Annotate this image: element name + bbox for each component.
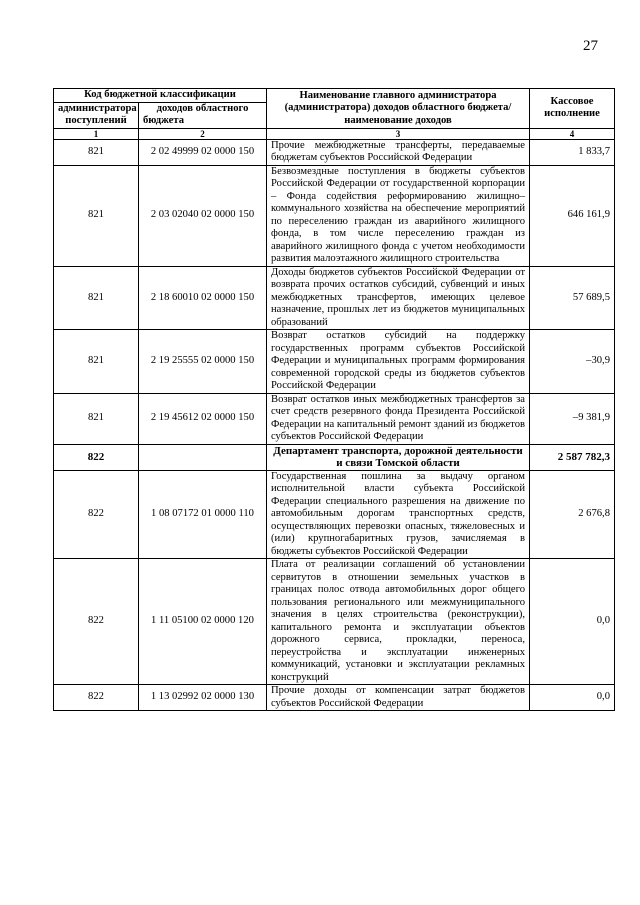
table-row xyxy=(54,685,615,711)
admin-code-cell: 821 xyxy=(54,165,139,266)
column-number: 3 xyxy=(267,128,530,139)
amount-cell: 0,0 xyxy=(530,685,615,711)
income-name-cell: Государственная пошлина за выдачу органом исполнительной власти субъекта Российской Федерации специального разрешения на движение по автомобильным дорогам транспортных средств, осуществляющих перевозки опасных, тяжеловесных и (или) крупногабаритных грузов, зачисляемая в бюджеты субъектов Российской Федерации xyxy=(267,470,530,559)
admin-code-cell: 821 xyxy=(54,266,139,330)
amount-cell: –30,9 xyxy=(530,330,615,394)
income-code-cell xyxy=(139,444,267,470)
header-name-col: Наименование главного администратора (администратора) доходов областного бюджета/ наименование доходов xyxy=(267,89,530,129)
income-code-cell: 1 08 07172 01 0000 110 xyxy=(139,470,267,559)
income-code-cell: 2 18 60010 02 0000 150 xyxy=(139,266,267,330)
page-number: 27 xyxy=(583,38,598,54)
table-body xyxy=(54,139,615,711)
admin-code-cell: 821 xyxy=(54,330,139,394)
income-code-cell: 1 13 02992 02 0000 130 xyxy=(139,685,267,711)
income-name-cell: Возврат остатков субсидий на поддержку государственных программ субъектов Российской Федерации и муниципальных программ формирования современной городской среды из бюджетов субъектов Российской Федерации xyxy=(267,330,530,394)
table-row xyxy=(54,393,615,444)
column-number: 1 xyxy=(54,128,139,139)
department-name-cell: Департамент транспорта, дорожной деятельности и связи Томской области xyxy=(267,444,530,470)
table-row xyxy=(54,165,615,266)
income-name-cell: Доходы бюджетов субъектов Российской Федерации от возврата прочих остатков субсидий, субвенций и иных межбюджетных трансфертов, имеющих целевое назначение, прошлых лет из бюджетов муниципальных образований xyxy=(267,266,530,330)
income-name-cell: Плата от реализации соглашений об установлении сервитутов в отношении земельных участков в границах полос отвода автомобильных дорог общего пользования регионального или межмуниципального значения в целях строительства (реконструкции), капитального ремонта и эксплуатации объектов дорожного сервиса, прокладки, переноса, переустройства и эксплуатации инженерных коммуникаций, установки и эксплуатации рекламных конструкций xyxy=(267,559,530,685)
amount-cell: –9 381,9 xyxy=(530,393,615,444)
admin-code-cell: 822 xyxy=(54,559,139,685)
column-number: 4 xyxy=(530,128,615,139)
header-income-col: доходов областного бюджета xyxy=(139,102,267,128)
header-admin-col: администратора поступлений xyxy=(54,102,139,128)
income-code-cell: 2 03 02040 02 0000 150 xyxy=(139,165,267,266)
income-name-cell: Возврат остатков иных межбюджетных трансфертов за счет средств резервного фонда Президента Российской Федерации на капитальный ремонт зданий из бюджетов субъектов Российской Федерации xyxy=(267,393,530,444)
department-row xyxy=(54,444,615,470)
budget-table xyxy=(53,88,615,711)
table-row xyxy=(54,559,615,685)
admin-code-cell: 821 xyxy=(54,393,139,444)
income-name-cell: Прочие межбюджетные трансферты, передаваемые бюджетам субъектов Российской Федерации xyxy=(267,139,530,165)
table-row xyxy=(54,470,615,559)
income-name-cell: Безвозмездные поступления в бюджеты субъектов Российской Федерации от государственной корпорации – Фонда содействия реформированию жилищно–коммунального хозяйства на обеспечение мероприятий по переселению граждан из аварийного жилищного фонда, в том числе переселению граждан из аварийного жилищного фонда с учетом необходимости развития малоэтажного жилищного строительства xyxy=(267,165,530,266)
table-row xyxy=(54,266,615,330)
amount-cell: 646 161,9 xyxy=(530,165,615,266)
amount-cell: 1 833,7 xyxy=(530,139,615,165)
admin-code-cell: 822 xyxy=(54,470,139,559)
income-code-cell: 2 02 49999 02 0000 150 xyxy=(139,139,267,165)
amount-cell: 2 587 782,3 xyxy=(530,444,615,470)
admin-code-cell: 822 xyxy=(54,444,139,470)
admin-code-cell: 822 xyxy=(54,685,139,711)
table-row xyxy=(54,330,615,394)
table-header xyxy=(54,89,615,140)
income-name-cell: Прочие доходы от компенсации затрат бюджетов субъектов Российской Федерации xyxy=(267,685,530,711)
income-code-cell: 1 11 05100 02 0000 120 xyxy=(139,559,267,685)
column-numbers-row xyxy=(54,128,615,139)
income-code-cell: 2 19 25555 02 0000 150 xyxy=(139,330,267,394)
amount-cell: 2 676,8 xyxy=(530,470,615,559)
header-code-group: Код бюджетной классификации xyxy=(54,89,267,103)
table-row xyxy=(54,139,615,165)
income-code-cell: 2 19 45612 02 0000 150 xyxy=(139,393,267,444)
column-number: 2 xyxy=(139,128,267,139)
amount-cell: 0,0 xyxy=(530,559,615,685)
header-amount-col: Кассовое исполнение xyxy=(530,89,615,129)
amount-cell: 57 689,5 xyxy=(530,266,615,330)
admin-code-cell: 821 xyxy=(54,139,139,165)
